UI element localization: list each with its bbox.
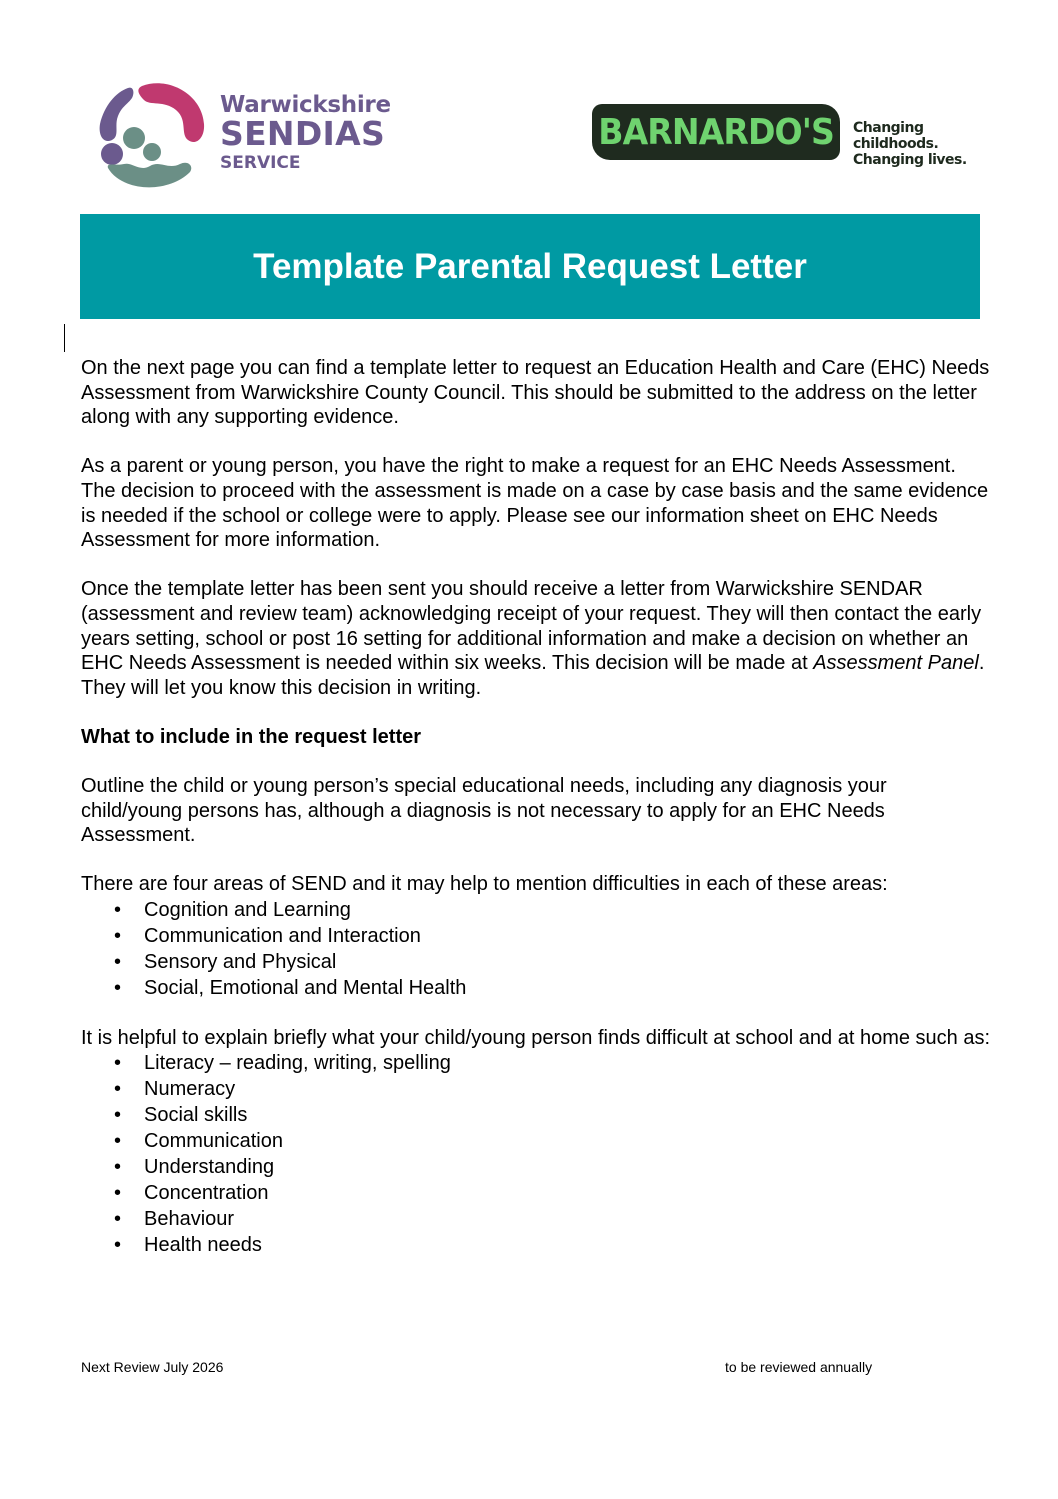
list-item-text: Sensory and Physical bbox=[144, 951, 337, 974]
sendias-wordmark bbox=[220, 92, 391, 173]
list-item-text: Social, Emotional and Mental Health bbox=[144, 977, 467, 1000]
bullet-icon: • bbox=[114, 1182, 122, 1205]
list-item-text: Health needs bbox=[144, 1234, 262, 1257]
barnardos-wordmark: BARNARDO'S bbox=[598, 111, 834, 153]
list-item bbox=[81, 1128, 991, 1154]
send-areas-list bbox=[81, 897, 991, 1001]
difficulties-intro: It is helpful to explain briefly what your child/young person finds difficult at school and at home such as: bbox=[81, 1026, 991, 1049]
list-item-text: Communication and Interaction bbox=[144, 925, 421, 948]
rights-paragraph: As a parent or young person, you have the right to make a request for an EHC Needs Assessment. The decision to proceed with the assessment is made on a case by case basis and the same evidence is needed if the school or college were to apply. Please see our information sheet on EHC Needs Assessment for more information. bbox=[81, 455, 989, 552]
barnardos-badge bbox=[592, 104, 840, 160]
bullet-icon: • bbox=[114, 951, 122, 974]
intro-paragraph: On the next page you can find a template letter to request an Education Health and Care (EHC) Needs Assessment from Warwickshire County Council. This should be submitted to the address on the letter along with any supporting evidence. bbox=[81, 357, 990, 429]
section-heading: What to include in the request letter bbox=[81, 725, 422, 748]
list-item bbox=[81, 1180, 991, 1206]
sendias-logo bbox=[98, 80, 398, 190]
outline-paragraph: Outline the child or young person’s special educational needs, including any diagnosis your child/young persons has, although a diagnosis is not necessary to apply for an EHC Needs Assessment. bbox=[81, 775, 887, 847]
list-item-text: Concentration bbox=[144, 1182, 269, 1205]
bullet-icon: • bbox=[114, 899, 122, 922]
sendias-line-2: SENDIAS bbox=[220, 114, 386, 153]
list-item bbox=[81, 975, 991, 1001]
sendias-emblem-icon bbox=[98, 80, 210, 190]
list-item bbox=[81, 897, 991, 923]
bullet-icon: • bbox=[114, 1208, 122, 1231]
list-item bbox=[81, 1102, 991, 1128]
title-banner bbox=[80, 214, 980, 319]
tagline-line-1: Changing childhoods. bbox=[853, 120, 939, 152]
process-text-end: . They will let you know this decision in writing. bbox=[81, 652, 985, 699]
list-item-text: Cognition and Learning bbox=[144, 899, 351, 922]
page-title: Template Parental Request Letter bbox=[253, 246, 807, 286]
list-item bbox=[81, 1232, 991, 1258]
sendias-line-3: SERVICE bbox=[220, 153, 301, 173]
sendias-line-1: Warwickshire bbox=[220, 92, 391, 118]
barnardos-logo bbox=[592, 98, 992, 168]
list-item bbox=[81, 923, 991, 949]
list-item-text: Understanding bbox=[144, 1156, 275, 1179]
footer-review-frequency: to be reviewed annually bbox=[725, 1359, 873, 1375]
list-item bbox=[81, 1206, 991, 1232]
bullet-icon: • bbox=[114, 1104, 122, 1127]
bullet-icon: • bbox=[114, 977, 122, 1000]
bullet-icon: • bbox=[114, 1130, 122, 1153]
tagline-line-2: Changing lives. bbox=[853, 152, 967, 168]
list-item bbox=[81, 1076, 991, 1102]
bullet-icon: • bbox=[114, 925, 122, 948]
bullet-icon: • bbox=[114, 1078, 122, 1101]
list-item bbox=[81, 1154, 991, 1180]
process-text: Once the template letter has been sent you should receive a letter from Warwickshire SENDAR (assessment and review team) acknowledging receipt of your request. They will then contact the early years setting, school or post 16 setting for additional information and make a decision on whether an EHC Needs Assessment is needed within six weeks. This decision will be made at bbox=[81, 578, 982, 675]
areas-intro: There are four areas of SEND and it may help to mention difficulties in each of these areas: bbox=[81, 873, 888, 896]
list-item-text: Behaviour bbox=[144, 1208, 235, 1231]
list-item bbox=[81, 1050, 991, 1076]
bullet-icon: • bbox=[114, 1234, 122, 1257]
list-item-text: Numeracy bbox=[144, 1078, 236, 1101]
assessment-panel-emphasis: Assessment Panel bbox=[813, 652, 979, 675]
bullet-icon: • bbox=[114, 1052, 122, 1075]
list-item-text: Social skills bbox=[144, 1104, 248, 1127]
process-paragraph bbox=[81, 577, 991, 700]
text-cursor bbox=[64, 324, 65, 352]
barnardos-tagline bbox=[853, 120, 992, 168]
bullet-icon: • bbox=[114, 1156, 122, 1179]
list-item-text: Communication bbox=[144, 1130, 283, 1153]
list-item bbox=[81, 949, 991, 975]
difficulties-list bbox=[81, 1050, 991, 1258]
footer-review-date: Next Review July 2026 bbox=[81, 1359, 224, 1375]
document-body bbox=[81, 356, 991, 1283]
list-item-text: Literacy – reading, writing, spelling bbox=[144, 1052, 451, 1075]
